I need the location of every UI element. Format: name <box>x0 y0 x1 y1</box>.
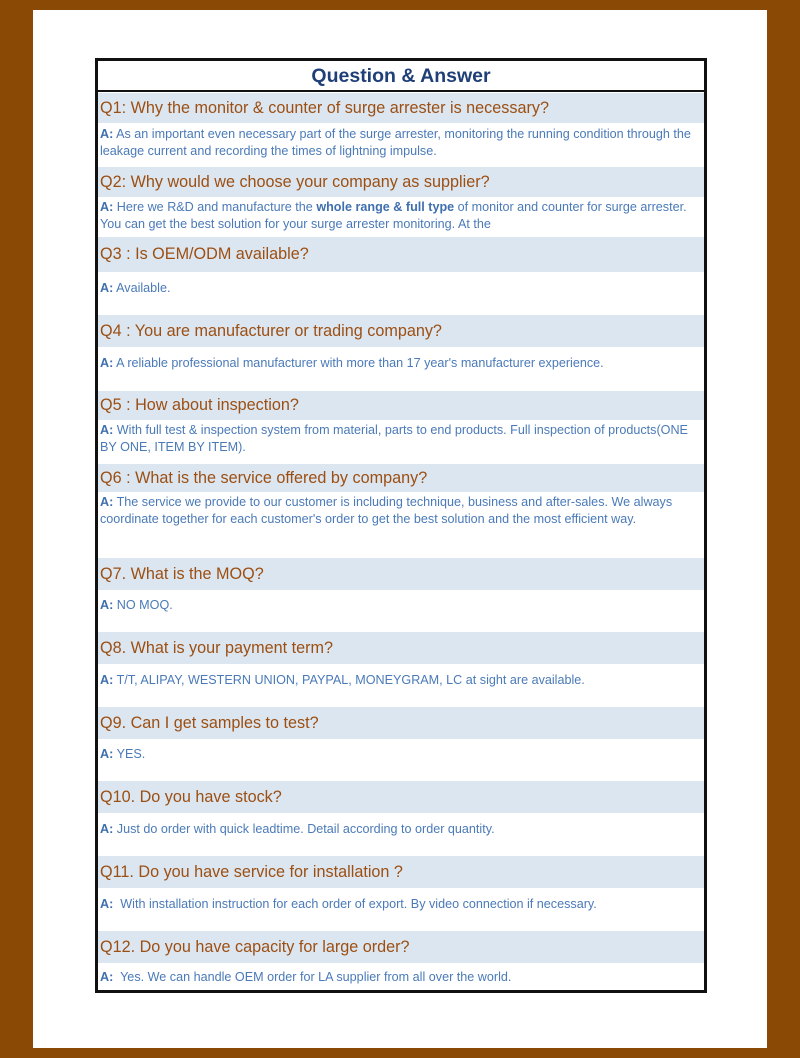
answer-label: A: <box>100 897 114 911</box>
answer-bold-text: whole range & full type <box>316 200 455 214</box>
answer-4 <box>98 347 704 389</box>
answer-text: YES. <box>116 747 146 761</box>
answer-label: A: <box>100 281 114 295</box>
answer-text: A reliable professional manufacturer with more than 17 year's manufacturer experience. <box>116 356 604 370</box>
answer-label: A: <box>100 495 114 509</box>
answer-12 <box>98 963 704 993</box>
question-6: Q6 : What is the service offered by company? <box>98 464 704 492</box>
qa-table <box>95 58 707 993</box>
question-10: Q10. Do you have stock? <box>98 781 704 813</box>
answer-text: Just do order with quick leadtime. Detail according to order quantity. <box>116 822 495 836</box>
answer-9 <box>98 739 704 779</box>
answer-label: A: <box>100 673 114 687</box>
question-5: Q5 : How about inspection? <box>98 391 704 420</box>
answer-10 <box>98 813 704 854</box>
question-12: Q12. Do you have capacity for large order? <box>98 931 704 963</box>
answer-label: A: <box>100 822 114 836</box>
question-2: Q2: Why would we choose your company as supplier? <box>98 167 704 197</box>
question-4: Q4 : You are manufacturer or trading company? <box>98 315 704 347</box>
answer-7 <box>98 590 704 630</box>
question-9: Q9. Can I get samples to test? <box>98 707 704 739</box>
answer-label: A: <box>100 423 114 437</box>
question-7: Q7. What is the MOQ? <box>98 558 704 590</box>
answer-text: As an important even necessary part of the surge arrester, monitoring the running condition through the leakage current and recording the times of lightning impulse. <box>100 127 691 158</box>
answer-label: A: <box>100 356 114 370</box>
answer-1 <box>98 123 704 165</box>
question-8: Q8. What is your payment term? <box>98 632 704 664</box>
answer-label: A: <box>100 598 114 612</box>
answer-label: A: <box>100 970 114 984</box>
answer-label: A: <box>100 747 114 761</box>
answer-text: The service we provide to our customer is including technique, business and after-sales. We always coordinate together for each customer's order to get the best solution and the most efficient way. <box>100 495 673 526</box>
answer-label: A: <box>100 127 114 141</box>
answer-text: With full test & inspection system from material, parts to end products. Full inspection of products(ONE BY ONE, ITEM BY ITEM). <box>100 423 688 454</box>
answer-3 <box>98 272 704 313</box>
answer-5 <box>98 420 704 462</box>
answer-2 <box>98 197 704 235</box>
answer-text: Available. <box>116 281 171 295</box>
answer-label: A: <box>100 200 114 214</box>
answer-6 <box>98 492 704 556</box>
answer-text: NO MOQ. <box>116 598 173 612</box>
answer-8 <box>98 664 704 705</box>
question-11: Q11. Do you have service for installation ? <box>98 856 704 888</box>
page-title: Question & Answer <box>98 61 704 92</box>
answer-text: With installation instruction for each order of export. By video connection if necessary. <box>116 897 597 911</box>
question-3: Q3 : Is OEM/ODM available? <box>98 237 704 272</box>
answer-11 <box>98 888 704 929</box>
answer-text: of monitor and counter for surge arrester. You can get the best solution for your surge arrester monitoring. At the <box>100 200 687 231</box>
answer-text: Here we R&D and manufacture the <box>116 200 317 214</box>
answer-text: Yes. We can handle OEM order for LA supplier from all over the world. <box>116 970 512 984</box>
answer-text: T/T, ALIPAY, WESTERN UNION, PAYPAL, MONEYGRAM, LC at sight are available. <box>116 673 585 687</box>
question-1: Q1: Why the monitor & counter of surge arrester is necessary? <box>98 93 704 123</box>
